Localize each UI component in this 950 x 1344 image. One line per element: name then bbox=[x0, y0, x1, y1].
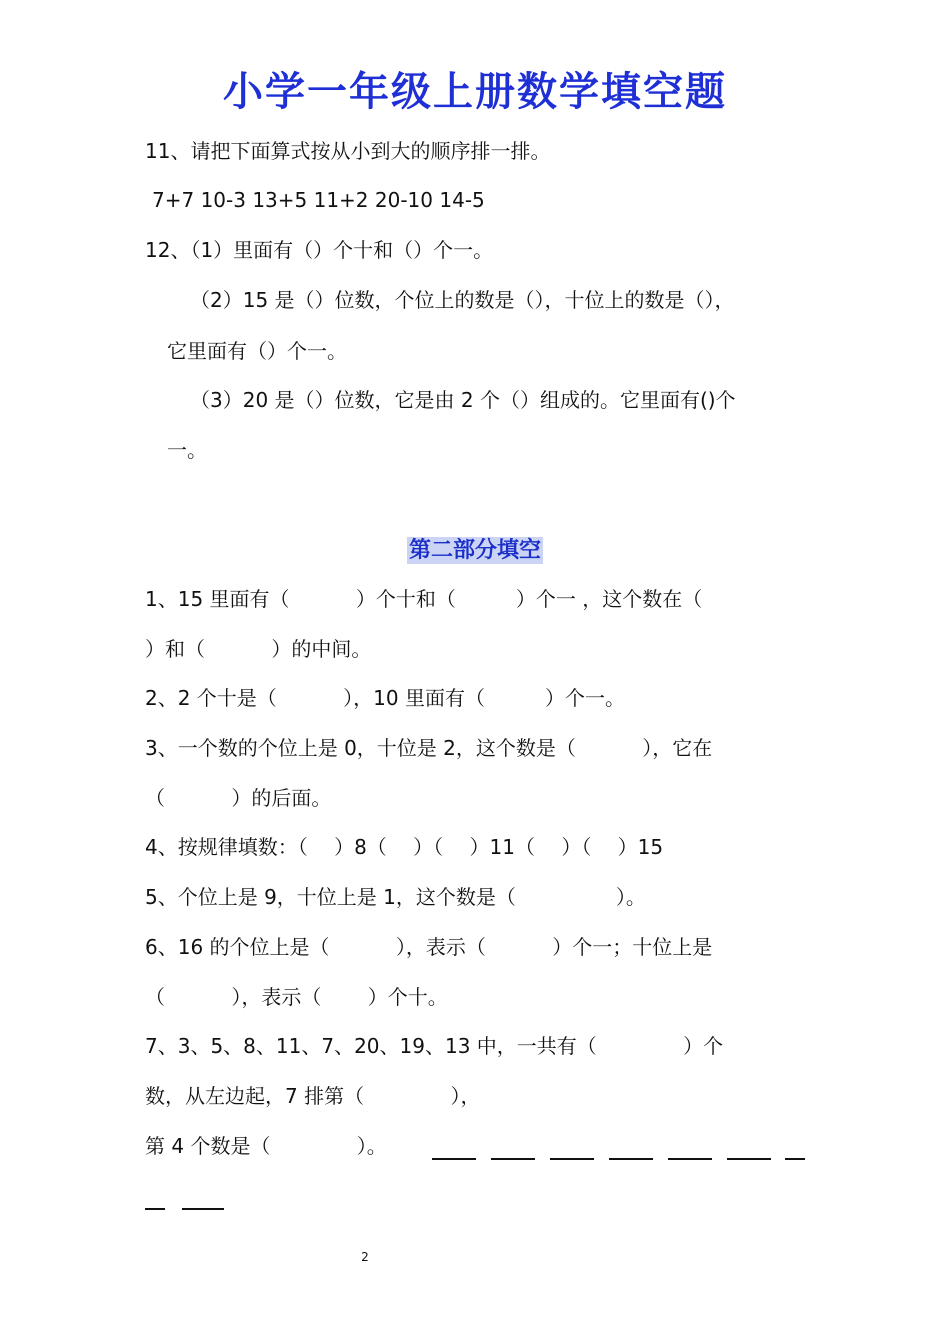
answer-blank bbox=[727, 1140, 771, 1160]
page-title: 小学一年级上册数学填空题 bbox=[223, 68, 727, 115]
part2-question-7-line3 bbox=[145, 1133, 387, 1159]
question-12-3-line1: （3）20 是（）位数，它是由 2 个（）组成的。它里面有()个 bbox=[190, 388, 736, 412]
question-11-expressions: 7+7 10-3 13+5 11+2 20-10 14-5 bbox=[152, 188, 485, 212]
answer-blank bbox=[182, 1190, 224, 1210]
part2-question-6-line2: （ ），表示（ ）个十。 bbox=[145, 985, 448, 1009]
page-number: 2 bbox=[361, 1250, 369, 1264]
answer-blank bbox=[550, 1140, 594, 1160]
part2-question-7-line2: 数，从左边起，7 排第（ ）， bbox=[145, 1084, 481, 1108]
question-12-2-line1: （2）15 是（）位数，个位上的数是（），十位上的数是（）， bbox=[190, 288, 735, 312]
section-title: 第二部分填空 bbox=[408, 538, 541, 563]
answer-blank bbox=[145, 1190, 165, 1210]
answer-blank bbox=[609, 1140, 653, 1160]
part2-question-3-line1: 3、一个数的个位上是 0，十位是 2，这个数是（ ），它在 bbox=[145, 736, 713, 760]
part2-question-2: 2、2 个十是（ ），10 里面有（ ）个一。 bbox=[145, 686, 625, 710]
answer-blank bbox=[491, 1140, 535, 1160]
answer-blank bbox=[785, 1140, 805, 1160]
part2-question-5: 5、个位上是 9，十位上是 1，这个数是（ ）。 bbox=[145, 885, 646, 909]
question-12-1: 12、（1）里面有（）个十和（）个一。 bbox=[145, 238, 494, 262]
part2-question-7-line1: 7、3、5、8、11、7、20、19、13 中，一共有（ ）个 bbox=[145, 1034, 724, 1058]
part2-question-1-line1: 1、15 里面有（ ）个十和（ ）个一 ，这个数在（ bbox=[145, 587, 703, 611]
part2-question-1-line2: ）和（ ）的中间。 bbox=[145, 637, 372, 661]
question-12-3-line2: 一。 bbox=[167, 438, 207, 462]
section-title-wrapper bbox=[0, 533, 950, 564]
part2-question-4: 4、按规律填数：（ ）8（ ）（ ）11（ ）（ ）15 bbox=[145, 835, 664, 859]
question-12-2-line2: 它里面有（）个一。 bbox=[167, 339, 347, 363]
question-11: 11、请把下面算式按从小到大的顺序排一排。 bbox=[145, 139, 551, 163]
answer-blank bbox=[668, 1140, 712, 1160]
part2-question-3-line2: （ ）的后面。 bbox=[145, 786, 332, 810]
question-7-text: 第 4 个数是（ ）。 bbox=[145, 1134, 387, 1158]
part2-question-6-line1: 6、16 的个位上是（ ），表示（ ）个一；十位上是 bbox=[145, 935, 713, 959]
answer-blank bbox=[432, 1140, 476, 1160]
